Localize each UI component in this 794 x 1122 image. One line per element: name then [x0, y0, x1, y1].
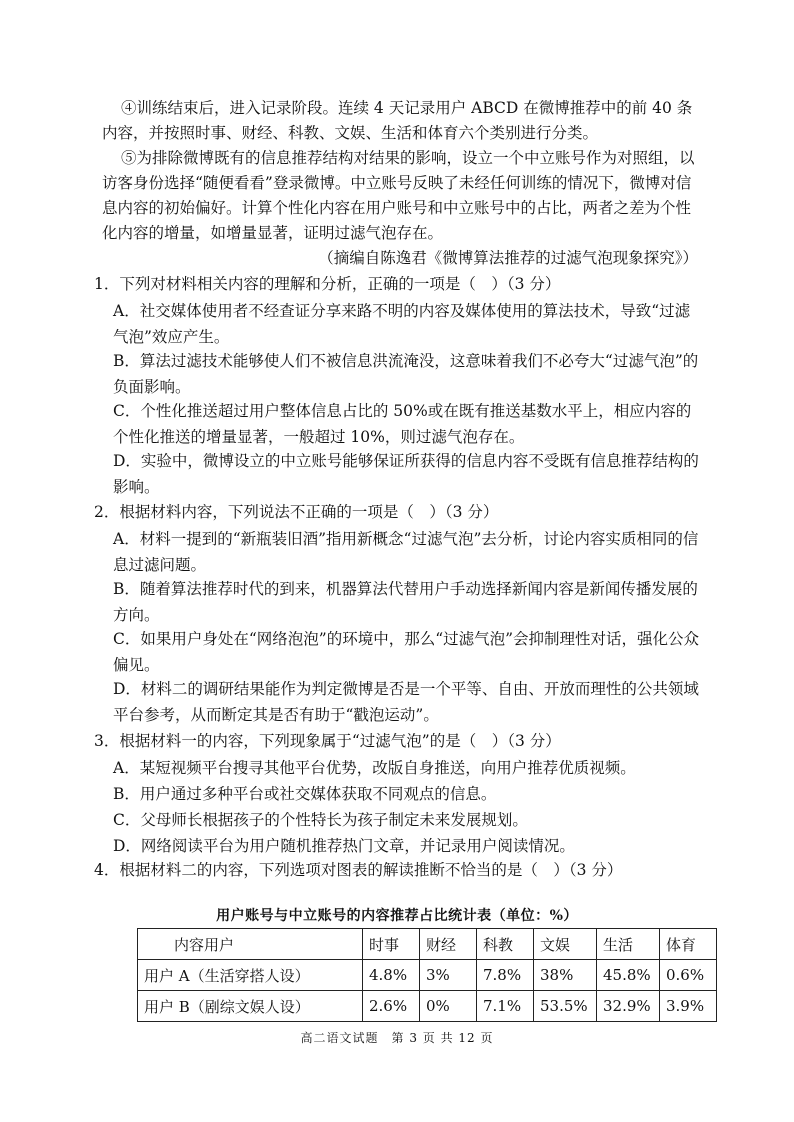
table-cell: 0.6%	[660, 960, 717, 991]
question-1-option-d: D．实验中，微博设立的中立账号能够保证所获得的信息内容不受既有信息推荐结构的影响。	[113, 452, 699, 496]
question-1-stem: 1．下列对材料相关内容的理解和分析，正确的一项是（ ）（3 分）	[94, 275, 561, 293]
question-3-option-c: C．父母师长根据孩子的个性特长为孩子制定未来发展规划。	[113, 811, 528, 829]
table-header-cell: 内容用户	[138, 929, 363, 960]
passage-source: （摘编自陈逸君《微博算法推荐的过滤气泡现象探究》）	[318, 249, 698, 267]
question-3-option-a: A．某短视频平台搜寻其他平台优势，改版自身推送，向用户推荐优质视频。	[113, 759, 636, 777]
table-cell: 53.5%	[534, 991, 597, 1022]
table-cell: 38%	[534, 960, 597, 991]
page-footer: 高二语文试题 第 3 页 共 12 页	[300, 1031, 494, 1045]
table-cell: 7.1%	[477, 991, 534, 1022]
table-header-cell: 体育	[660, 929, 717, 960]
question-1-option-b: B．算法过滤技术能够使人们不被信息洪流淹没，这意味着我们不必夸大“过滤气泡”的负面影响。	[113, 352, 699, 396]
stat-table	[137, 928, 717, 1022]
question-1-option-a: A．社交媒体使用者不经查证分享来路不明的内容及媒体使用的算法技术，导致“过滤气泡”效应产生。	[113, 302, 691, 346]
question-2-option-a: A．材料一提到的“新瓶装旧酒”指用新概念“过滤气泡”去分析，讨论内容实质相同的信息过滤问题。	[113, 530, 699, 574]
table-cell: 3.9%	[660, 991, 717, 1022]
table-caption: 用户账号与中立账号的内容推荐占比统计表（单位：%）	[216, 908, 578, 924]
table-header-cell: 时事	[363, 929, 420, 960]
question-3-option-b: B．用户通过多种平台或社交媒体获取不同观点的信息。	[113, 785, 497, 803]
question-2-option-d: D．材料二的调研结果能作为判定微博是否是一个平等、自由、开放而理性的公共领域平台参考，从而断定其是否有助于“戳泡运动”。	[113, 680, 699, 724]
table-header-cell: 财经	[420, 929, 477, 960]
question-3-stem: 3．根据材料一的内容，下列现象属于“过滤气泡”的是（ ）（3 分）	[94, 732, 561, 750]
table-cell: 45.8%	[597, 960, 660, 991]
table-cell: 0%	[420, 991, 477, 1022]
table-cell: 用户 A（生活穿搭人设）	[138, 960, 363, 991]
question-2-option-c: C．如果用户身处在“网络泡泡”的环境中，那么“过滤气泡”会抑制理性对话，强化公众偏见。	[113, 630, 700, 674]
table-cell: 3%	[420, 960, 477, 991]
question-1-option-c: C．个性化推送超过用户整体信息占比的 50%或在既有推送基数水平上，相应内容的个性化推送的增量显著，一般超过 10%，则过滤气泡存在。	[113, 402, 692, 446]
passage-paragraph-5: ⑤为排除微博既有的信息推荐结构对结果的影响，设立一个中立账号作为对照组，以访客身份选择“随便看看”登录微博。中立账号反映了未经任何训练的情况下，微博对信息内容的初始偏好。计算个性化内容在用户账号和中立账号中的占比，两者之差为个性化内容的增量，如增量显著，证明过滤气泡存在。	[102, 149, 695, 242]
table-row	[138, 960, 717, 991]
table-row	[138, 991, 717, 1022]
question-2-stem: 2．根据材料内容，下列说法不正确的一项是（ ）（3 分）	[94, 503, 499, 521]
table-header-row	[138, 929, 717, 960]
question-3-option-d: D．网络阅读平台为用户随机推荐热门文章，并记录用户阅读情况。	[113, 837, 575, 855]
question-4-stem: 4．根据材料二的内容，下列选项对图表的解读推断不恰当的是（ ）（3 分）	[94, 861, 623, 879]
table-cell: 4.8%	[363, 960, 420, 991]
table-cell: 用户 B（剧综文娱人设）	[138, 991, 363, 1022]
table-cell: 7.8%	[477, 960, 534, 991]
table-header-cell: 科教	[477, 929, 534, 960]
passage-paragraph-4: ④训练结束后，进入记录阶段。连续 4 天记录用户 ABCD 在微博推荐中的前 40 条内容，并按照时事、财经、科教、文娱、生活和体育六个类别进行分类。	[102, 99, 693, 142]
table-cell: 32.9%	[597, 991, 660, 1022]
table-cell: 2.6%	[363, 991, 420, 1022]
question-2-option-b: B．随着算法推荐时代的到来，机器算法代替用户手动选择新闻内容是新闻传播发展的方向。	[113, 580, 698, 624]
table-header-cell: 生活	[597, 929, 660, 960]
table-header-cell: 文娱	[534, 929, 597, 960]
